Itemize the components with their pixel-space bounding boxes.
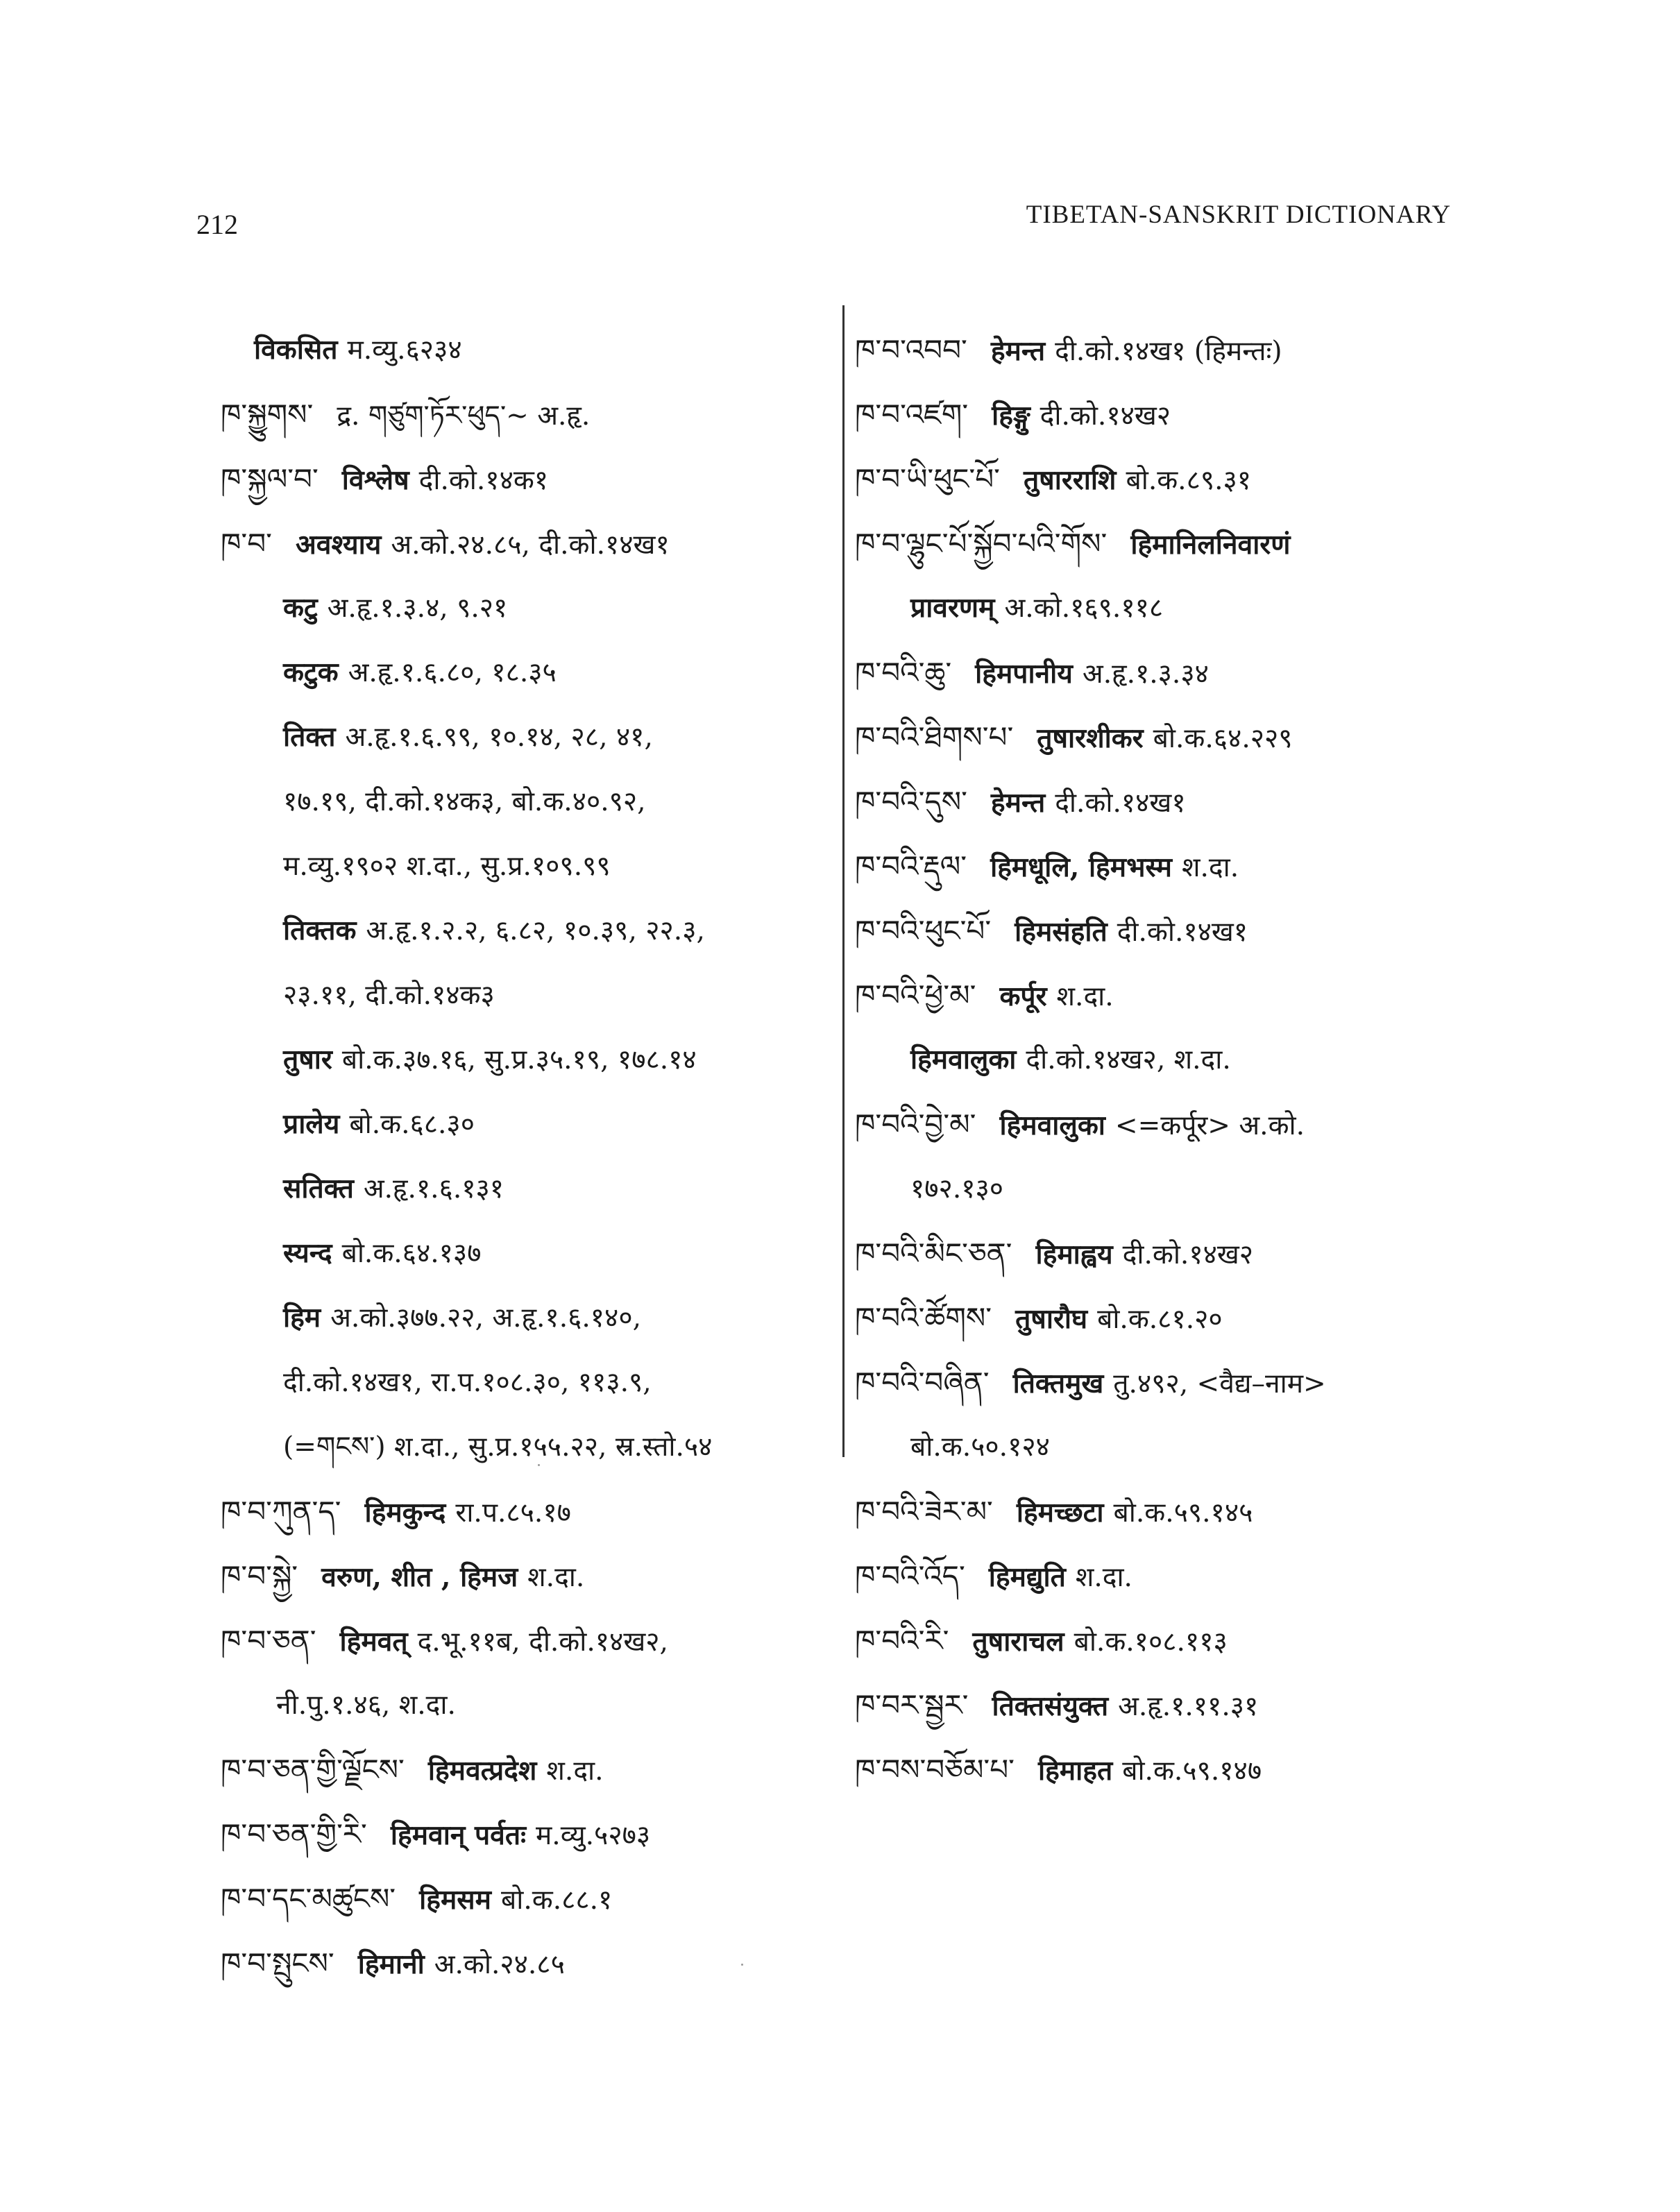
source-reference: बो.क.५९.१४५: [1113, 1497, 1253, 1529]
tibetan-headword: ཁ་བའི་བྱེ་མ་: [855, 1107, 976, 1141]
tibetan-headword: ཁ་བའི་ཚོགས་: [855, 1301, 992, 1335]
source-reference: अ.हृ.१.३.३४: [1082, 658, 1209, 690]
sanskrit-equivalent: हिमधूलि, हिमभस्म: [990, 851, 1172, 883]
sanskrit-equivalent: हिमानिलनिवारणं: [1130, 529, 1291, 561]
source-reference: बो.क.६८.३०: [349, 1109, 475, 1140]
dictionary-entry-line: [855, 1350, 1466, 1415]
dictionary-entry-line: [855, 576, 1466, 640]
tibetan-headword: ཁ་བ་ཅན་གྱི་ལྗོངས་: [221, 1753, 405, 1787]
tibetan-headword: ཁ་བ་སྐྱེ་: [221, 1559, 298, 1593]
source-reference: बो.क.५९.१४७: [1122, 1755, 1262, 1787]
sanskrit-equivalent: हिमवान् पर्वतः: [390, 1819, 526, 1851]
dictionary-entry-line: [855, 511, 1466, 576]
dictionary-entry-line: [855, 640, 1466, 705]
sanskrit-equivalent: हिमच्छटा: [1016, 1497, 1104, 1529]
tibetan-headword: ཁ་བ་དང་མཚུངས་: [221, 1882, 396, 1916]
source-reference: बो.क.८९.३१: [1126, 465, 1252, 496]
page-number: 212: [196, 209, 238, 240]
source-reference: अ.हृ.१.६.९९, १०.१४, २८, ४१,: [345, 722, 653, 753]
dictionary-entry-line: [221, 640, 831, 705]
tibetan-headword: ཁ་བའི་ཆུ་: [855, 656, 952, 690]
source-reference: श.दा.: [1075, 1562, 1132, 1593]
sanskrit-equivalent: हिमसम: [419, 1884, 491, 1916]
sanskrit-equivalent: प्रावरणम्: [910, 592, 995, 624]
dictionary-entry-line: [855, 1157, 1466, 1221]
dictionary-entry-line: [221, 963, 831, 1028]
dictionary-entry-line: [221, 1415, 831, 1479]
source-reference: श.दा.: [546, 1755, 604, 1787]
dictionary-entry-line: [855, 1673, 1466, 1737]
tibetan-headword: ཁ་བ་འབབ་: [855, 333, 967, 367]
dictionary-entry-line: [221, 576, 831, 640]
sanskrit-equivalent: हिमवालुका: [999, 1109, 1105, 1141]
source-reference: दी.को.१४ख१: [1117, 917, 1248, 948]
tibetan-headword: ཁ་བ་ཅན་: [221, 1624, 316, 1658]
dictionary-entry-line: [855, 1479, 1466, 1544]
sanskrit-equivalent: कर्पूर: [999, 980, 1047, 1012]
dictionary-entry-line: [855, 382, 1466, 447]
source-reference: अ.को.२४.८५, दी.को.१४ख१: [391, 529, 670, 561]
sanskrit-equivalent: कटुक: [283, 656, 339, 688]
source-reference: द.भू.११ब, दी.को.१४ख२,: [417, 1626, 668, 1658]
sanskrit-equivalent: हिमकुन्द: [364, 1497, 446, 1529]
source-reference: अ.हृ.१.११.३१: [1118, 1691, 1259, 1722]
dictionary-entry-line: [855, 1028, 1466, 1092]
dictionary-entry-line: [855, 1286, 1466, 1350]
source-reference: तु.४९२, <वैद्य–नाम>: [1113, 1368, 1326, 1399]
source-reference: बो.क.८१.२०: [1097, 1304, 1223, 1335]
dictionary-entry-line: [855, 1544, 1466, 1608]
sanskrit-equivalent: स्यन्द: [283, 1237, 332, 1269]
source-reference: अ.हृ.१.२.२, ६.८२, १०.३९, २२.३,: [366, 915, 705, 946]
dictionary-entry-line: [221, 834, 831, 899]
tibetan-headword: ཁ་བའི་ཟེར་མ་: [855, 1495, 993, 1529]
sanskrit-equivalent: तुषारशीकर: [1037, 722, 1144, 754]
dictionary-entry-line: [855, 318, 1466, 382]
sanskrit-equivalent: हेमन्त: [990, 787, 1046, 819]
tibetan-headword: ཁ་སྐྱུགས་: [221, 398, 314, 432]
sanskrit-equivalent: वरुण, शीत , हिमज: [321, 1561, 518, 1593]
dictionary-entry-line: [855, 1221, 1466, 1286]
tibetan-headword: ཁ་བ་འཛག་: [855, 398, 969, 432]
dictionary-entry-line: [221, 1544, 831, 1608]
dictionary-entry-line: [221, 1673, 831, 1737]
sanskrit-equivalent: हिमपानीय: [975, 658, 1073, 690]
sanskrit-equivalent: तुषारराशि: [1023, 464, 1117, 496]
source-reference: अ.को.२४.८५: [434, 1949, 565, 1980]
source-reference: श.दा.: [527, 1562, 585, 1593]
dictionary-entry-line: [221, 1931, 831, 1996]
sanskrit-equivalent: तुषाराचल: [972, 1626, 1064, 1658]
dictionary-entry-line: [855, 1737, 1466, 1802]
sanskrit-equivalent: अवश्याय: [295, 529, 382, 561]
sanskrit-equivalent: तिक्तमुख: [1012, 1368, 1104, 1399]
source-reference: १७२.१३०: [910, 1173, 1004, 1205]
source-reference: द्र. གཙུག་ཏོར་ཕུད་~ अ.हृ.: [337, 400, 591, 432]
dictionary-entry-line: [855, 447, 1466, 511]
sanskrit-equivalent: हिङ्गु: [992, 400, 1030, 432]
tibetan-headword: ཁ་བར་སྦྱར་: [855, 1688, 969, 1722]
source-reference: श.दा.: [1181, 852, 1239, 883]
source-reference: बो.क.३७.१६, सु.प्र.३५.१९, १७८.१४: [341, 1044, 697, 1075]
source-reference: अ.को.१६९.११८: [1004, 593, 1164, 624]
source-reference: दी.को.१४ख२: [1040, 400, 1171, 432]
tibetan-headword: ཁ་བའི་ཐིགས་པ་: [855, 720, 1014, 754]
source-reference: दी.को.१४ख२, श.दा.: [1026, 1044, 1231, 1075]
source-reference: बो.क.१०८.११३: [1074, 1626, 1228, 1658]
source-reference: दी.को.१४क१: [418, 465, 549, 496]
dictionary-entry-line: [221, 1866, 831, 1931]
dictionary-entry-line: [855, 769, 1466, 834]
sanskrit-equivalent: हिमानी: [357, 1948, 425, 1980]
dictionary-entry-line: [855, 1608, 1466, 1673]
source-reference: अ.हृ.१.६.८०, १८.३५: [348, 657, 557, 688]
column-divider: [842, 305, 845, 1457]
right-column: [855, 318, 1466, 1802]
dictionary-entry-line: [221, 769, 831, 834]
tibetan-headword: ཁ་བའི་རྡུལ་: [855, 849, 967, 883]
dictionary-entry-line: [221, 1286, 831, 1350]
tibetan-headword: ཁ་བས་བཅོམ་པ་: [855, 1753, 1015, 1787]
source-reference: बो.क.५०.१२४: [910, 1431, 1050, 1463]
sanskrit-equivalent: विश्लेष: [341, 464, 409, 496]
tibetan-headword: ཁ་བ་ཅན་གྱི་རི་: [221, 1817, 367, 1851]
dictionary-entry-line: [221, 511, 831, 576]
scan-speck: [741, 1964, 743, 1966]
dictionary-entry-line: [221, 1479, 831, 1544]
sanskrit-equivalent: सतिक्त: [283, 1173, 354, 1205]
source-reference: रा.प.८५.१७: [455, 1497, 571, 1529]
dictionary-entry-line: [855, 1415, 1466, 1479]
source-reference: बो.क.६४.१३७: [341, 1238, 482, 1269]
dictionary-entry-line: [221, 447, 831, 511]
left-column: [221, 318, 831, 1996]
sanskrit-equivalent: प्रालेय: [283, 1108, 340, 1140]
source-reference: म.व्यु.१९०२ श.दा., सु.प्र.१०९.९९: [283, 851, 611, 882]
sanskrit-equivalent: कटु: [283, 592, 318, 624]
tibetan-headword: ཁ་བའི་ཕུང་པོ་: [855, 914, 992, 948]
tibetan-headword: ཁ་བ་ཡི་ཕུང་པོ་: [855, 462, 1000, 496]
dictionary-entry-line: [221, 1608, 831, 1673]
source-reference: श.दा.: [1056, 981, 1114, 1012]
sanskrit-equivalent: हिम: [283, 1302, 321, 1334]
sanskrit-equivalent: हिमवालुका: [910, 1044, 1017, 1075]
tibetan-headword: ཁ་བ་ཀུན་ད་: [221, 1495, 341, 1529]
dictionary-entry-line: [855, 1092, 1466, 1157]
tibetan-headword: ཁ་བའི་མིང་ཅན་: [855, 1236, 1012, 1270]
dictionary-entry-line: [221, 705, 831, 769]
source-reference: १७.१९, दी.को.१४क३, बो.क.४०.९२,: [283, 786, 646, 817]
sanskrit-equivalent: हिमाहत: [1038, 1755, 1113, 1787]
tibetan-headword: ཁ་བའི་བཞིན་: [855, 1366, 990, 1399]
dictionary-entry-line: [221, 1737, 831, 1802]
sanskrit-equivalent: हिमवत्प्रदेश: [427, 1755, 537, 1787]
source-reference: म.व्यु.५२७३: [535, 1820, 651, 1851]
running-title: TIBETAN-SANSKRIT DICTIONARY: [1026, 201, 1451, 229]
sanskrit-equivalent: हिमसंहति: [1015, 916, 1108, 948]
sanskrit-equivalent: हिमद्युति: [988, 1561, 1066, 1593]
source-reference: नी.पु.१.४६, श.दा.: [276, 1690, 456, 1721]
dictionary-entry-line: [221, 1802, 831, 1866]
tibetan-headword: ཁ་བ་ལྷུང་པོ་སྐྱོབ་པའི་གོས་: [855, 527, 1108, 561]
source-reference: (=གངས་) श.दा., सु.प्र.१५५.२२, स्र.स्तो.५४: [283, 1431, 713, 1463]
tibetan-headword: ཁ་བའི་ཕྱེ་མ་: [855, 978, 976, 1012]
source-reference: <=कर्पूर> अ.को.: [1114, 1110, 1305, 1141]
sanskrit-equivalent: तिक्त: [283, 721, 336, 753]
source-reference: दी.को.१४ख१: [1055, 788, 1186, 819]
tibetan-headword: ཁ་སྐྱལ་བ་: [221, 462, 319, 496]
dictionary-entry-line: [855, 963, 1466, 1028]
tibetan-headword: ཁ་བའི་རི་: [855, 1624, 949, 1658]
dictionary-entry-line: [221, 1221, 831, 1286]
sanskrit-equivalent: हिमाह्वय: [1035, 1239, 1113, 1270]
tibetan-headword: ཁ་བའི་དུས་: [855, 785, 967, 819]
dictionary-entry-line: [221, 1157, 831, 1221]
source-reference: दी.को.१४ख१ (हिमन्तः): [1055, 336, 1282, 367]
sanskrit-equivalent: तुषारौघ: [1015, 1303, 1088, 1335]
source-reference: दी.को.१४ख१, रा.प.१०८.३०, ११३.९,: [283, 1367, 652, 1398]
source-reference: म.व्यु.६२३४: [347, 334, 462, 366]
sanskrit-equivalent: हिमवत्: [339, 1626, 408, 1658]
dictionary-entry-line: [221, 1092, 831, 1157]
source-reference: बो.क.६४.२२९: [1153, 723, 1293, 754]
dictionary-entry-line: [221, 1350, 831, 1415]
source-reference: बो.क.८८.१: [500, 1885, 613, 1916]
source-reference: अ.हृ.१.६.१३१: [363, 1173, 504, 1205]
source-reference: २३.११, दी.को.१४क३: [283, 980, 495, 1011]
tibetan-headword: ཁ་བའི་འོད་: [855, 1559, 965, 1593]
source-reference: अ.को.३७७.२२, अ.हृ.१.६.१४०,: [330, 1302, 642, 1334]
dictionary-entry-line: [221, 382, 831, 447]
sanskrit-equivalent: तिक्तसंयुक्त: [992, 1690, 1109, 1722]
sanskrit-equivalent: हेमन्त: [990, 335, 1046, 367]
sanskrit-equivalent: विकसित: [254, 334, 338, 366]
scan-speck: [538, 1464, 540, 1466]
dictionary-entry-line: [855, 705, 1466, 769]
source-reference: अ.हृ.१.३.४, ९.२१: [327, 593, 508, 624]
dictionary-entry-line: [221, 318, 831, 382]
sanskrit-equivalent: तिक्तक: [283, 914, 357, 946]
source-reference: दी.को.१४ख२: [1122, 1239, 1254, 1270]
dictionary-entry-line: [855, 899, 1466, 963]
dictionary-entry-line: [855, 834, 1466, 899]
tibetan-headword: ཁ་བ་སྤུངས་: [221, 1946, 334, 1980]
tibetan-headword: ཁ་བ་: [221, 527, 272, 561]
sanskrit-equivalent: तुषार: [283, 1044, 332, 1075]
dictionary-entry-line: [221, 899, 831, 963]
dictionary-entry-line: [221, 1028, 831, 1092]
